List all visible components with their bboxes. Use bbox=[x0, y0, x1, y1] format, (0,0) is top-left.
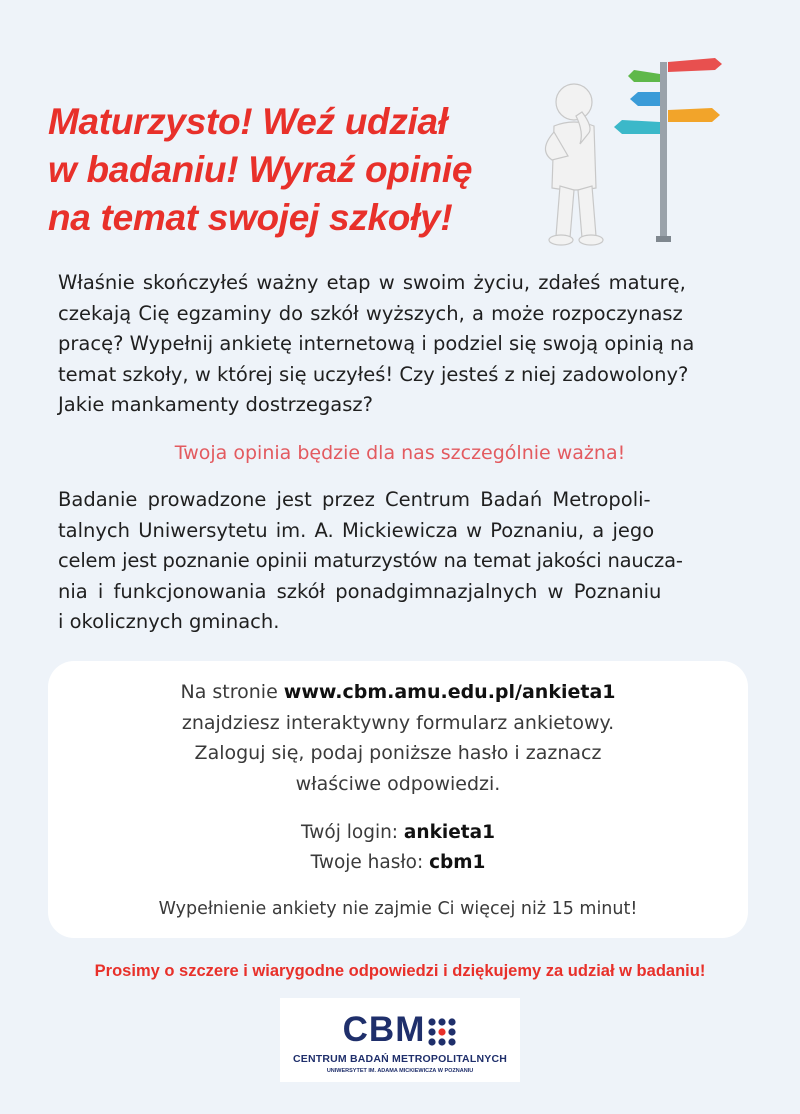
login-value: ankieta1 bbox=[403, 822, 495, 843]
logo-mark-text: CBM bbox=[342, 1010, 426, 1049]
headline bbox=[48, 98, 518, 242]
paragraph-line: nia i funkcjonowania szkół ponadgimnazjalnych w Poznaniu bbox=[58, 579, 662, 603]
card-line: znajdziesz interaktywny formularz ankietowy. bbox=[181, 711, 615, 734]
card-line bbox=[48, 677, 748, 708]
paragraph-line: i okolicznych gminach. bbox=[58, 610, 280, 633]
dots-icon bbox=[427, 1017, 457, 1047]
paragraph-line: celem jest poznanie opinii maturzystów na temat jakości naucza- bbox=[58, 549, 683, 572]
highlight-text: Twoja opinia będzie dla nas szczególnie ważna! bbox=[174, 442, 626, 464]
thinking-figure-signpost-icon bbox=[530, 40, 750, 255]
thanks-text: Prosimy o szczere i wiarygodne odpowiedzi i dziękujemy za udział w badaniu! bbox=[94, 962, 706, 980]
info-card bbox=[48, 661, 748, 938]
headline-line: na temat swojej szkoły! bbox=[48, 197, 453, 238]
login-row bbox=[48, 818, 748, 848]
logo-mark bbox=[280, 1012, 520, 1048]
logo-subtitle: UNIWERSYTET IM. ADAMA MICKIEWICZA W POZNANIU bbox=[326, 1068, 474, 1074]
cbm-logo bbox=[280, 998, 520, 1082]
logo-name: CENTRUM BADAŃ METROPOLITALNYCH bbox=[292, 1053, 508, 1065]
card-instructions bbox=[48, 677, 748, 799]
headline-line: w badaniu! Wyraź opinię bbox=[48, 149, 473, 190]
card-line: właściwe odpowiedzi. bbox=[295, 772, 501, 795]
headline-line: Maturzysto! Weź udział bbox=[48, 101, 448, 142]
paragraph-line: Badanie prowadzone jest przez Centrum Badań Metropoli- bbox=[58, 488, 651, 511]
password-row bbox=[48, 848, 748, 878]
card-line: Zaloguj się, podaj poniższe hasło i zaznacz bbox=[194, 742, 602, 764]
card-line-prefix: Na stronie bbox=[180, 681, 284, 703]
intro-paragraph bbox=[58, 268, 748, 421]
paragraph-line: czekają Cię egzaminy do szkół wyższych, a może rozpoczynasz bbox=[58, 301, 683, 325]
paragraph-line: pracę? Wypełnij ankietę internetową i podziel się swoją opinią na bbox=[58, 332, 695, 355]
credentials bbox=[48, 818, 748, 878]
time-note: Wypełnienie ankiety nie zajmie Ci więcej niż 15 minut! bbox=[158, 899, 638, 919]
paragraph-line: talnych Uniwersytetu im. A. Mickiewicza w Poznaniu, a jego bbox=[58, 518, 655, 542]
login-label: Twój login: bbox=[301, 822, 404, 843]
survey-url-link[interactable]: www.cbm.amu.edu.pl/ankieta1 bbox=[283, 681, 616, 703]
paragraph-line: Właśnie skończyłeś ważny etap w swoim życiu, zdałeś maturę, bbox=[58, 271, 686, 294]
paragraph-line: Jakie mankamenty dostrzegasz? bbox=[58, 393, 373, 416]
about-paragraph bbox=[58, 485, 748, 638]
paragraph-line: temat szkoły, w której się uczyłeś! Czy jesteś z niej zadowolony? bbox=[58, 362, 689, 386]
password-value: cbm1 bbox=[429, 852, 486, 873]
password-label: Twoje hasło: bbox=[310, 852, 430, 873]
